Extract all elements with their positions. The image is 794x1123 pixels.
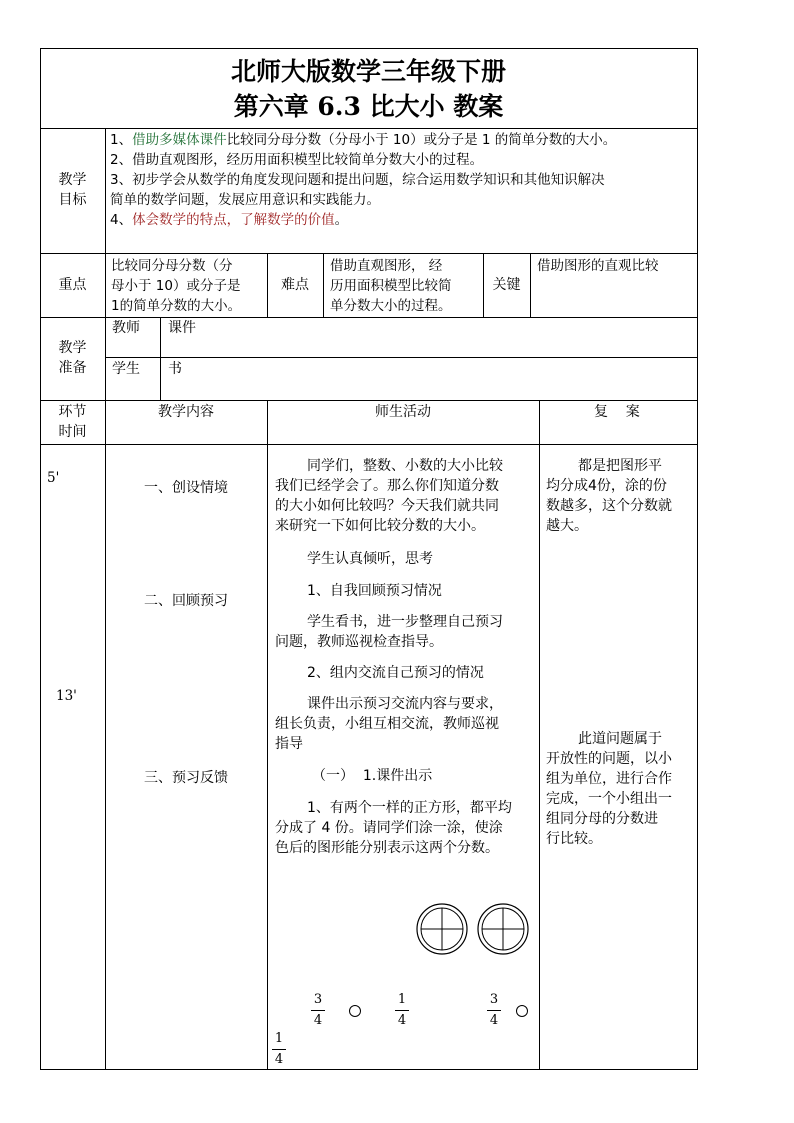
- fraction-numerator: 3: [489, 992, 499, 1007]
- key-label: 重点: [58, 277, 87, 293]
- review-text-line: 越大。: [546, 518, 588, 534]
- activity-listen: 学生认真倾听，思考: [307, 551, 433, 567]
- review-text-line: 数越多，这个分数就: [546, 498, 672, 514]
- key-text-line: 比较同分母分数（分: [111, 258, 233, 274]
- review-text-line: 行比较。: [546, 831, 602, 847]
- activity-text-line: 来研究一下如何比较分数的大小。: [275, 518, 485, 534]
- border-under-objectives: [40, 253, 698, 254]
- objectives-label-line1: 教学: [58, 172, 87, 188]
- fraction-denominator: 4: [274, 1052, 284, 1067]
- border-col1: [105, 128, 106, 1070]
- objective-1-text: 比较同分母分数（分母小于 10）或分子是 1 的简单分数的大小。: [226, 132, 617, 148]
- fraction-denominator: 4: [313, 1013, 323, 1028]
- activity-problem: [275, 798, 537, 858]
- objectives-label: [40, 170, 105, 210]
- activity-text-line: 我们已经学会了。那么你们知道分数: [275, 478, 499, 494]
- border-right: [697, 48, 698, 1070]
- border-prep-middle: [105, 357, 698, 358]
- objective-4-highlight: 体会数学的特点，了解数学的价值: [132, 212, 335, 228]
- objective-1-number: 1、: [110, 132, 133, 148]
- header-activities: 师生活动: [375, 404, 431, 420]
- objective-item-1: [110, 130, 696, 150]
- header-time: 时间: [58, 424, 87, 440]
- activity-courseware: [275, 694, 537, 754]
- activity-intro: [275, 456, 537, 536]
- prep-teacher-value: 课件: [168, 320, 196, 336]
- fraction-numerator: 3: [313, 992, 323, 1007]
- document-subtitle: 第六章 6.3 比大小 教案: [233, 92, 504, 121]
- review-text-line: 都是把图形平: [578, 458, 662, 474]
- key-text-line: 母小于 10）或分子是: [111, 278, 241, 294]
- document-title: 北师大版数学三年级下册: [230, 57, 506, 86]
- border-top: [40, 48, 698, 49]
- border-bottom: [40, 1069, 698, 1070]
- difficulty-text-line: 历用面积模型比较简: [330, 278, 452, 294]
- fraction-three-quarters-1: [311, 992, 325, 1028]
- activity-text-line: 的大小如何比较吗？今天我们就共同: [275, 498, 499, 514]
- difficulty-label: 难点: [281, 277, 309, 293]
- fraction-denominator: 4: [397, 1013, 407, 1028]
- prep-label-line2: 准备: [58, 360, 87, 376]
- fraction-denominator: 4: [489, 1013, 499, 1028]
- activity-part-one: （一） 1.课件出示: [312, 768, 433, 784]
- difficulty-text-line: 单分数大小的过程。: [330, 298, 452, 314]
- fraction-bar: [487, 1010, 501, 1011]
- border-key-d: [530, 253, 531, 318]
- review-text-line: 组为单位，进行合作: [546, 771, 672, 787]
- border-under-header: [40, 444, 698, 445]
- time-5-minutes: 5': [47, 470, 60, 486]
- time-13-minutes: 13': [56, 688, 77, 704]
- border-prep: [160, 317, 161, 401]
- fraction-one-quarter-2: [272, 1031, 286, 1067]
- key-text: [111, 256, 267, 316]
- fraction-numerator: 1: [397, 992, 407, 1007]
- section-situation: 一、创设情境: [144, 480, 228, 496]
- header-review: 复 案: [594, 404, 640, 420]
- fraction-bar: [272, 1049, 286, 1050]
- activity-read-book: [275, 612, 537, 652]
- activity-text-line: 课件出示预习交流内容与要求，: [307, 696, 503, 712]
- border-under-prep: [40, 400, 698, 401]
- review-text-line: 均分成4份，涂的份: [546, 478, 667, 494]
- prep-student-label: 学生: [112, 361, 140, 377]
- objective-4-end: 。: [334, 212, 349, 228]
- difficulty-text-line: 借助直观图形， 经: [330, 258, 443, 274]
- activity-text-line: 组长负责，小组互相交流，教师巡视: [275, 716, 499, 732]
- header-content: 教学内容: [158, 404, 214, 420]
- objective-1-highlight: 借助多媒体课件: [132, 132, 227, 148]
- compare-circle-icon[interactable]: [516, 1005, 528, 1017]
- activity-text-line: 问题，教师巡视检查指导。: [275, 634, 443, 650]
- objective-4-number: 4、: [110, 212, 133, 228]
- review-text-line: 开放性的问题，以小: [546, 751, 672, 767]
- quartered-circle-icon: [417, 904, 467, 954]
- quartered-circles: [414, 903, 534, 957]
- activity-text-line: 1、有两个一样的正方形，都平均: [307, 800, 512, 816]
- section-preview-feedback: 三、预习反馈: [144, 770, 228, 786]
- key-text-line: 1的简单分数的大小。: [111, 298, 242, 314]
- review-note-1: [546, 456, 694, 536]
- review-text-line: 组同分母的分数进: [546, 811, 658, 827]
- review-note-2: [546, 729, 694, 849]
- objective-item-2: 2、借助直观图形，经历用面积模型比较简单分数大小的过程。: [110, 152, 484, 168]
- crux-text: 借助图形的直观比较: [537, 258, 659, 274]
- activity-text-line: 同学们，整数、小数的大小比较: [307, 458, 503, 474]
- objectives-list: [110, 130, 696, 230]
- header-stage: 环节: [58, 404, 87, 420]
- review-text-line: 完成，一个小组出一: [546, 791, 672, 807]
- review-text-line: 此道问题属于: [578, 731, 662, 747]
- border-main-a: [267, 400, 268, 1070]
- fraction-bar: [311, 1010, 325, 1011]
- crux-label: 关键: [492, 277, 521, 293]
- fraction-numerator: 1: [274, 1031, 284, 1046]
- activity-text-line: 分成了 4 份。请同学们涂一涂，使涂: [275, 820, 503, 836]
- difficulty-text: [330, 256, 483, 316]
- objective-item-4: [110, 210, 696, 230]
- activity-text-line: 学生看书，进一步整理自己预习: [307, 614, 503, 630]
- prep-student-value: 书: [168, 361, 182, 377]
- objectives-label-line2: 目标: [58, 192, 87, 208]
- activity-group-exchange: 2、组内交流自己预习的情况: [307, 665, 484, 681]
- objective-item-3: 3、初步学会从数学的角度发现问题和提出问题，综合运用数学知识和其他知识解决: [110, 172, 605, 188]
- prep-label-line1: 教学: [58, 340, 87, 356]
- prep-teacher-label: 教师: [112, 320, 140, 336]
- activity-text-line: 指导: [275, 736, 303, 752]
- compare-circle-icon[interactable]: [349, 1005, 361, 1017]
- fraction-bar: [395, 1010, 409, 1011]
- header-stage-time: [40, 402, 105, 442]
- quartered-circle-icon: [478, 904, 528, 954]
- fraction-three-quarters-2: [487, 992, 501, 1028]
- border-key-b: [323, 253, 324, 318]
- objective-item-3-cont: 简单的数学问题，发展应用意识和实践能力。: [110, 192, 380, 208]
- fraction-one-quarter-1: [395, 992, 409, 1028]
- prep-label: [40, 338, 105, 378]
- section-review-preview: 二、回顾预习: [144, 593, 228, 609]
- activity-text-line: 色后的图形能分别表示这两个分数。: [275, 840, 499, 856]
- border-under-title: [40, 128, 698, 129]
- activity-self-review: 1、自我回顾预习情况: [307, 583, 442, 599]
- border-main-b: [539, 400, 540, 1070]
